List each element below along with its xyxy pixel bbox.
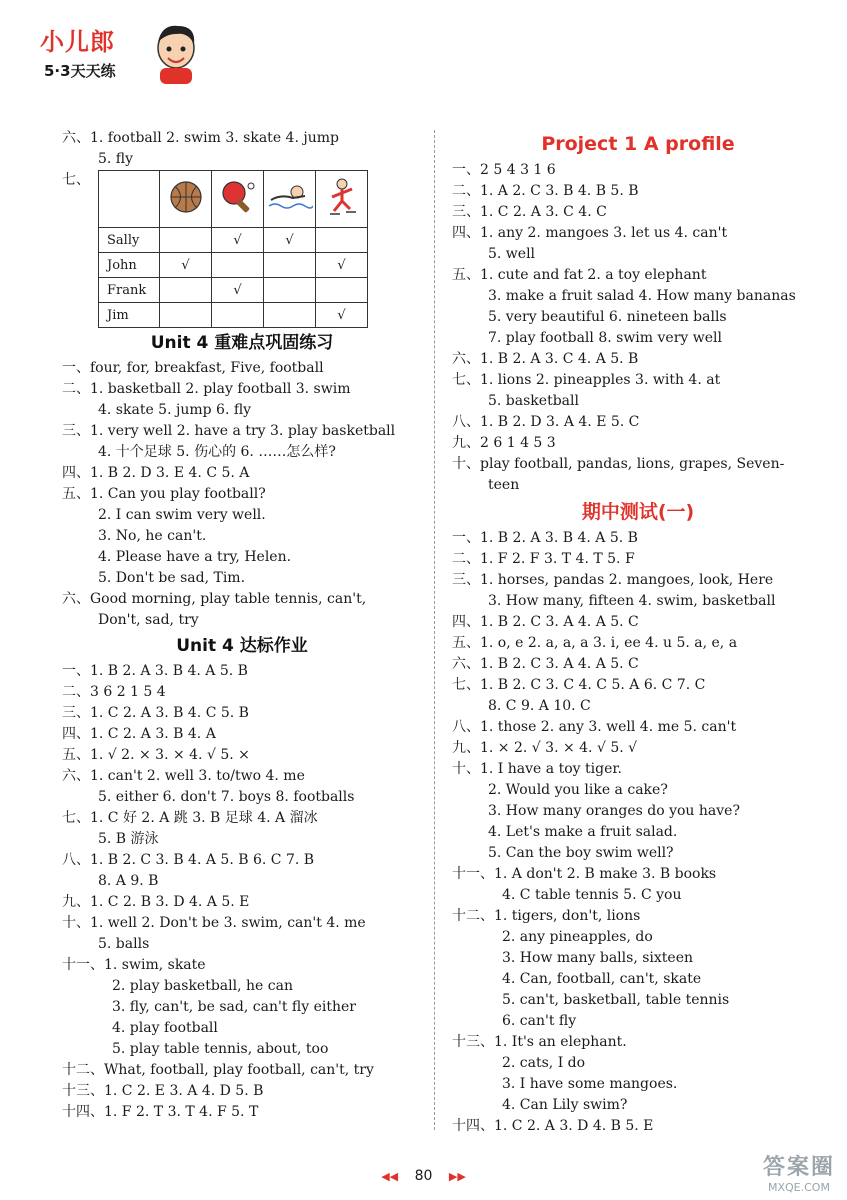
answer-line: 七、1. lions 2. pineapples 3. with 4. at (452, 372, 721, 388)
answer-line: 8. A 9. B (98, 873, 159, 889)
grid-cell: √ (212, 228, 264, 253)
answer-line: 十、1. well 2. Don't be 3. swim, can't 4. me (62, 915, 366, 931)
grid-name: Sally (99, 228, 160, 253)
answer-line: 5. fly (98, 151, 134, 167)
grid-label: 七、 (62, 172, 90, 188)
answer-line: 二、1. A 2. C 3. B 4. B 5. B (452, 183, 639, 199)
answer-line: 4. Let's make a fruit salad. (488, 824, 678, 840)
skater-icon (326, 177, 358, 217)
mascot-icon (148, 22, 204, 84)
watermark-title: 答案圈 (762, 1155, 835, 1180)
answer-line: 一、2 5 4 3 1 6 (452, 162, 556, 178)
answer-line: 七、1. B 2. C 3. C 4. C 5. A 6. C 7. C (452, 677, 706, 693)
answer-line: 3. How many oranges do you have? (488, 803, 740, 819)
right-sections (452, 128, 824, 1137)
grid-cell (264, 278, 316, 303)
grid-name: Frank (99, 278, 160, 303)
answer-line: 2. cats, I do (502, 1055, 586, 1071)
section-title: 期中测试(一) (581, 501, 695, 523)
grid-name: Jim (99, 303, 160, 328)
answer-line: 十三、1. It's an elephant. (452, 1034, 627, 1050)
answer-line: Don't, sad, try (98, 612, 199, 628)
answer-line: 四、1. B 2. C 3. A 4. A 5. C (452, 614, 639, 630)
answer-line: 3. No, he can't. (98, 528, 207, 544)
section-title: Project 1 A profile (541, 133, 735, 155)
answer-line: 4. Can, football, can't, skate (502, 971, 702, 987)
answer-line: 5. play table tennis, about, too (112, 1041, 329, 1057)
answer-line: 三、1. C 2. A 3. C 4. C (452, 204, 607, 220)
grid-cell (316, 228, 368, 253)
answer-line: 九、2 6 1 4 5 3 (452, 435, 556, 451)
answer-line: 3. make a fruit salad 4. How many bananas (488, 288, 796, 304)
grid-row (99, 228, 368, 253)
answer-line: 3. How many balls, sixteen (502, 950, 693, 966)
answer-line: 三、1. C 2. A 3. B 4. C 5. B (62, 705, 249, 721)
grid-corner (99, 171, 160, 228)
answer-line: 6. can't fly (502, 1013, 577, 1029)
answer-line: 三、1. horses, pandas 2. mangoes, look, Here (452, 572, 774, 588)
swimmer-icon (267, 182, 313, 212)
answer-line: 二、1. basketball 2. play football 3. swim (62, 381, 351, 397)
answer-line: 十二、1. tigers, don't, lions (452, 908, 641, 924)
answer-line: 十一、1. swim, skate (62, 957, 206, 973)
answer-line: 一、four, for, breakfast, Five, football (62, 360, 324, 376)
answer-line: 十二、What, football, play football, can't, try (62, 1062, 374, 1078)
answer-line: 2. any pineapples, do (502, 929, 653, 945)
answer-line: 3. I have some mangoes. (502, 1076, 678, 1092)
answer-line: 五、1. o, e 2. a, a, a 3. i, ee 4. u 5. a, e, a (452, 635, 738, 651)
answer-line: 五、1. √ 2. × 3. × 4. √ 5. × (62, 747, 250, 763)
answer-line: 5. can't, basketball, table tennis (502, 992, 730, 1008)
answer-line: 二、1. F 2. F 3. T 4. T 5. F (452, 551, 635, 567)
answer-line: 一、1. B 2. A 3. B 4. A 5. B (62, 663, 248, 679)
answer-line: 一、1. B 2. A 3. B 4. A 5. B (452, 530, 638, 546)
answer-line: 3. How many, fifteen 4. swim, basketball (488, 593, 776, 609)
grid-row (99, 303, 368, 328)
answer-grid (98, 170, 368, 328)
answer-line: 十三、1. C 2. E 3. A 4. D 5. B (62, 1083, 264, 1099)
answer-line: 六、1. football 2. swim 3. skate 4. jump (62, 130, 339, 146)
answer-line: 4. play football (112, 1020, 218, 1036)
grid-row (99, 278, 368, 303)
answer-line: 八、1. B 2. C 3. B 4. A 5. B 6. C 7. B (62, 852, 315, 868)
page-number: 80 (414, 1168, 433, 1184)
answer-line: 3. fly, can't, be sad, can't fly either (112, 999, 356, 1015)
left-sections (62, 328, 422, 1123)
brand-series: 5·3天天练 (44, 62, 116, 80)
answer-line: 十、play football, pandas, lions, grapes, Seven- (452, 456, 785, 472)
section-title: Unit 4 重难点巩固练习 (150, 333, 334, 353)
answer-line: 八、1. B 2. D 3. A 4. E 5. C (452, 414, 640, 430)
answer-line: 5. B 游泳 (98, 831, 159, 847)
answer-line: 5. basketball (488, 393, 579, 409)
grid-cell: √ (316, 303, 368, 328)
grid-icon-cell (212, 171, 264, 228)
answer-line: 二、3 6 2 1 5 4 (62, 684, 166, 700)
next-arrow-icon: ▶▶ (448, 1170, 466, 1183)
grid-cell: √ (160, 253, 212, 278)
page-footer (0, 1168, 847, 1184)
grid-cell: √ (212, 278, 264, 303)
answer-line: 四、1. C 2. A 3. B 4. A (62, 726, 216, 742)
grid-cell (160, 303, 212, 328)
grid-icon-cell (160, 171, 212, 228)
answer-line: 六、Good morning, play table tennis, can't, (62, 591, 367, 607)
answer-line: 7. play football 8. swim very well (488, 330, 722, 346)
grid-cell (264, 253, 316, 278)
brand-name: 小儿郎 (40, 28, 115, 56)
pingpong-icon (218, 177, 258, 217)
answer-line: 十、1. I have a toy tiger. (452, 761, 622, 777)
answer-line: 十一、1. A don't 2. B make 3. B books (452, 866, 717, 882)
answer-line: 五、1. cute and fat 2. a toy elephant (452, 267, 707, 283)
grid-cell: √ (264, 228, 316, 253)
answer-line: 4. Please have a try, Helen. (98, 549, 292, 565)
answer-line: 四、1. any 2. mangoes 3. let us 4. can't (452, 225, 728, 241)
answer-line: 2. play basketball, he can (112, 978, 293, 994)
answer-line: 4. Can Lily swim? (502, 1097, 628, 1113)
watermark-url: MXQE.COM (768, 1181, 830, 1194)
answer-line: 2. I can swim very well. (98, 507, 266, 523)
brand-logo (40, 22, 210, 92)
answer-line: 十四、1. C 2. A 3. D 4. B 5. E (452, 1118, 654, 1134)
grid-cell (160, 278, 212, 303)
grid-icon-cell (316, 171, 368, 228)
answer-line: 八、1. those 2. any 3. well 4. me 5. can't (452, 719, 737, 735)
answer-line: 5. either 6. don't 7. boys 8. footballs (98, 789, 355, 805)
answer-line: 九、1. C 2. B 3. D 4. A 5. E (62, 894, 250, 910)
answer-line: 五、1. Can you play football? (62, 486, 266, 502)
prev-arrow-icon: ◀◀ (381, 1170, 399, 1183)
watermark (763, 1150, 835, 1194)
answer-line: 5. balls (98, 936, 150, 952)
answer-line: 六、1. B 2. C 3. A 4. A 5. C (452, 656, 639, 672)
answer-line: 2. Would you like a cake? (488, 782, 668, 798)
section-title: Unit 4 达标作业 (176, 636, 308, 656)
answer-line: 四、1. B 2. D 3. E 4. C 5. A (62, 465, 250, 481)
grid-row (99, 253, 368, 278)
answer-line: 十四、1. F 2. T 3. T 4. F 5. T (62, 1104, 259, 1120)
grid-icon-row (99, 171, 368, 228)
answer-line: 5. Don't be sad, Tim. (98, 570, 246, 586)
grid-cell (212, 303, 264, 328)
answer-line: 三、1. very well 2. have a try 3. play basketball (62, 423, 396, 439)
grid-cell (212, 253, 264, 278)
column-divider (434, 130, 435, 1130)
grid-cell (264, 303, 316, 328)
answer-line: 8. C 9. A 10. C (488, 698, 591, 714)
grid-cell: √ (316, 253, 368, 278)
answer-line: teen (488, 477, 520, 493)
basketball-icon (168, 179, 204, 215)
grid-cell (160, 228, 212, 253)
answer-line: 5. well (488, 246, 536, 262)
answer-grid-block (62, 170, 422, 328)
grid-name: John (99, 253, 160, 278)
answer-line: 4. C table tennis 5. C you (502, 887, 682, 903)
grid-cell (316, 278, 368, 303)
answer-line: 5. Can the boy swim well? (488, 845, 674, 861)
answer-line: 4. 十个足球 5. 伤心的 6. ……怎么样? (98, 444, 336, 460)
answer-line: 六、1. B 2. A 3. C 4. A 5. B (452, 351, 639, 367)
answer-line: 4. skate 5. jump 6. fly (98, 402, 252, 418)
answer-line: 七、1. C 好 2. A 跳 3. B 足球 4. A 溜冰 (62, 810, 318, 826)
grid-icon-cell (264, 171, 316, 228)
answer-line: 六、1. can't 2. well 3. to/two 4. me (62, 768, 305, 784)
left-column (62, 128, 422, 1123)
answer-line: 九、1. × 2. √ 3. × 4. √ 5. √ (452, 740, 638, 756)
right-column (452, 128, 824, 1137)
answer-line: 5. very beautiful 6. nineteen balls (488, 309, 727, 325)
